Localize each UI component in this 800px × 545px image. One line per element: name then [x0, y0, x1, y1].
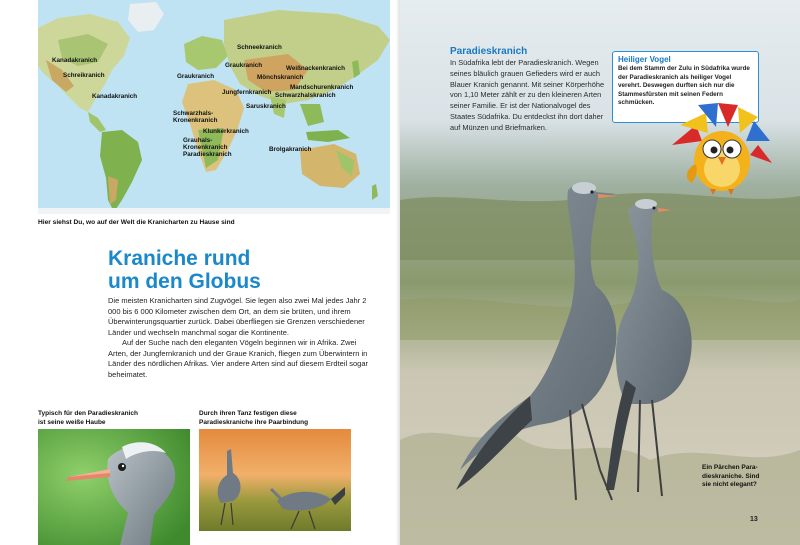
- headline-line-1: Kraniche rund: [108, 247, 251, 270]
- photo-caption-head: Typisch für den Paradieskranich ist seine weiße Haube: [38, 410, 138, 426]
- map-label-schreikranich: Schreikranich: [63, 72, 105, 79]
- photo-caption-dance: Durch ihren Tanz festigen diese Paradieskraniche ihre Paarbindung: [199, 410, 309, 426]
- map-label-kanadakranich-west: Kanadakranich: [52, 57, 98, 64]
- article-body: [108, 296, 370, 380]
- map-label-weissnackenkranich: Weißnackenkranich: [286, 65, 346, 72]
- article-headline: [108, 247, 368, 293]
- map-label-graukranich-west: Graukranich: [177, 73, 215, 80]
- photo-crane-dance: [199, 429, 351, 531]
- map-label-schwarzhals-kronenkranich: Schwarzhals- Kronenkranich: [173, 110, 218, 124]
- map-label-brolgakranich: Brolgakranich: [269, 146, 312, 153]
- box-title: Heiliger Vogel: [618, 55, 671, 64]
- map-label-kanadakranich-south: Kanadakranich: [92, 93, 138, 100]
- map-label-jungfernkranich: Jungfernkranich: [222, 89, 272, 96]
- headline-line-2: um den Globus: [108, 270, 261, 293]
- owl-mascot-icon: [666, 95, 776, 205]
- box-text: Bei dem Stamm der Zulu in Südafrika wurde der Paradieskranich als heiliger Vogel verehrt. Deswegen durften sich nur die Stammesfürsten mit seinen Federn schmücken.: [618, 65, 750, 107]
- map-caption: Hier siehst Du, wo auf der Welt die Kranicharten zu Hause sind: [38, 219, 235, 226]
- owl-mascot: [666, 95, 776, 205]
- map-label-saruskranich: Saruskranich: [246, 103, 286, 110]
- photo-crane-head: [38, 429, 190, 545]
- crane-dance-image: [199, 429, 351, 531]
- article-paragraph-1: Die meisten Kranicharten sind Zugvögel. Sie legen also zwei Mal jedes Jahr 2 000 bis 6 000 Kilometer zwischen dem Ort, an dem sie brüten, und ihrem Überwinterungsquartier zurück. Dabei überfliegen sie Grenzen verschiedener Länder und wechseln manchmal sogar die Kontinente.: [108, 296, 367, 337]
- crane-head-image: [38, 429, 190, 545]
- world-map-graphic: [38, 0, 390, 214]
- map-label-mandschurenkranich: Mandschurenkranich: [290, 84, 354, 91]
- map-label-moenchskranich: Mönchskranich: [257, 74, 304, 81]
- article-paragraph-2: Auf der Suche nach den eleganten Vögeln beginnen wir in Afrika. Zwei Arten, der Jungfernkranich und der Graue Kranich, fliegen zum Überwintern in Länder des nördlichen Afrikas. Vier andere Arten sind auf diesem Erdteil sogar beheimatet.: [108, 338, 369, 379]
- map-label-grauhals-kronenkranich: Grauhals- Kronenkranich: [183, 137, 228, 151]
- right-photo-caption: Ein Pärchen Para- dieskraniche. Sind sie nicht elegant?: [702, 464, 760, 488]
- world-map: [38, 0, 390, 214]
- right-page: [400, 0, 800, 545]
- info-title: Paradieskranich: [450, 46, 528, 57]
- page-number: 13: [750, 516, 758, 523]
- info-text: In Südafrika lebt der Paradieskranich. Wegen seines bläulich grauen Gefieders wird er auch Blauer Kranich genannt. Mit seiner Körperhöhe von 1,10 Meter zählt er zu den kleineren Arten seiner Familie. Er ist der Nationalvogel des Staates Südafrika. Du entdeckst ihn dort daher auf Münzen und Briefmarken.: [450, 58, 605, 132]
- map-label-schneekranich: Schneekranich: [237, 44, 282, 51]
- map-label-schwarzhalskranich: Schwarzhalskranich: [275, 92, 336, 99]
- map-label-graukranich-east: Graukranich: [225, 62, 263, 69]
- map-label-klunkerkranich: Klunkerkranich: [203, 128, 249, 135]
- map-label-paradieskranich: Paradieskranich: [183, 151, 232, 158]
